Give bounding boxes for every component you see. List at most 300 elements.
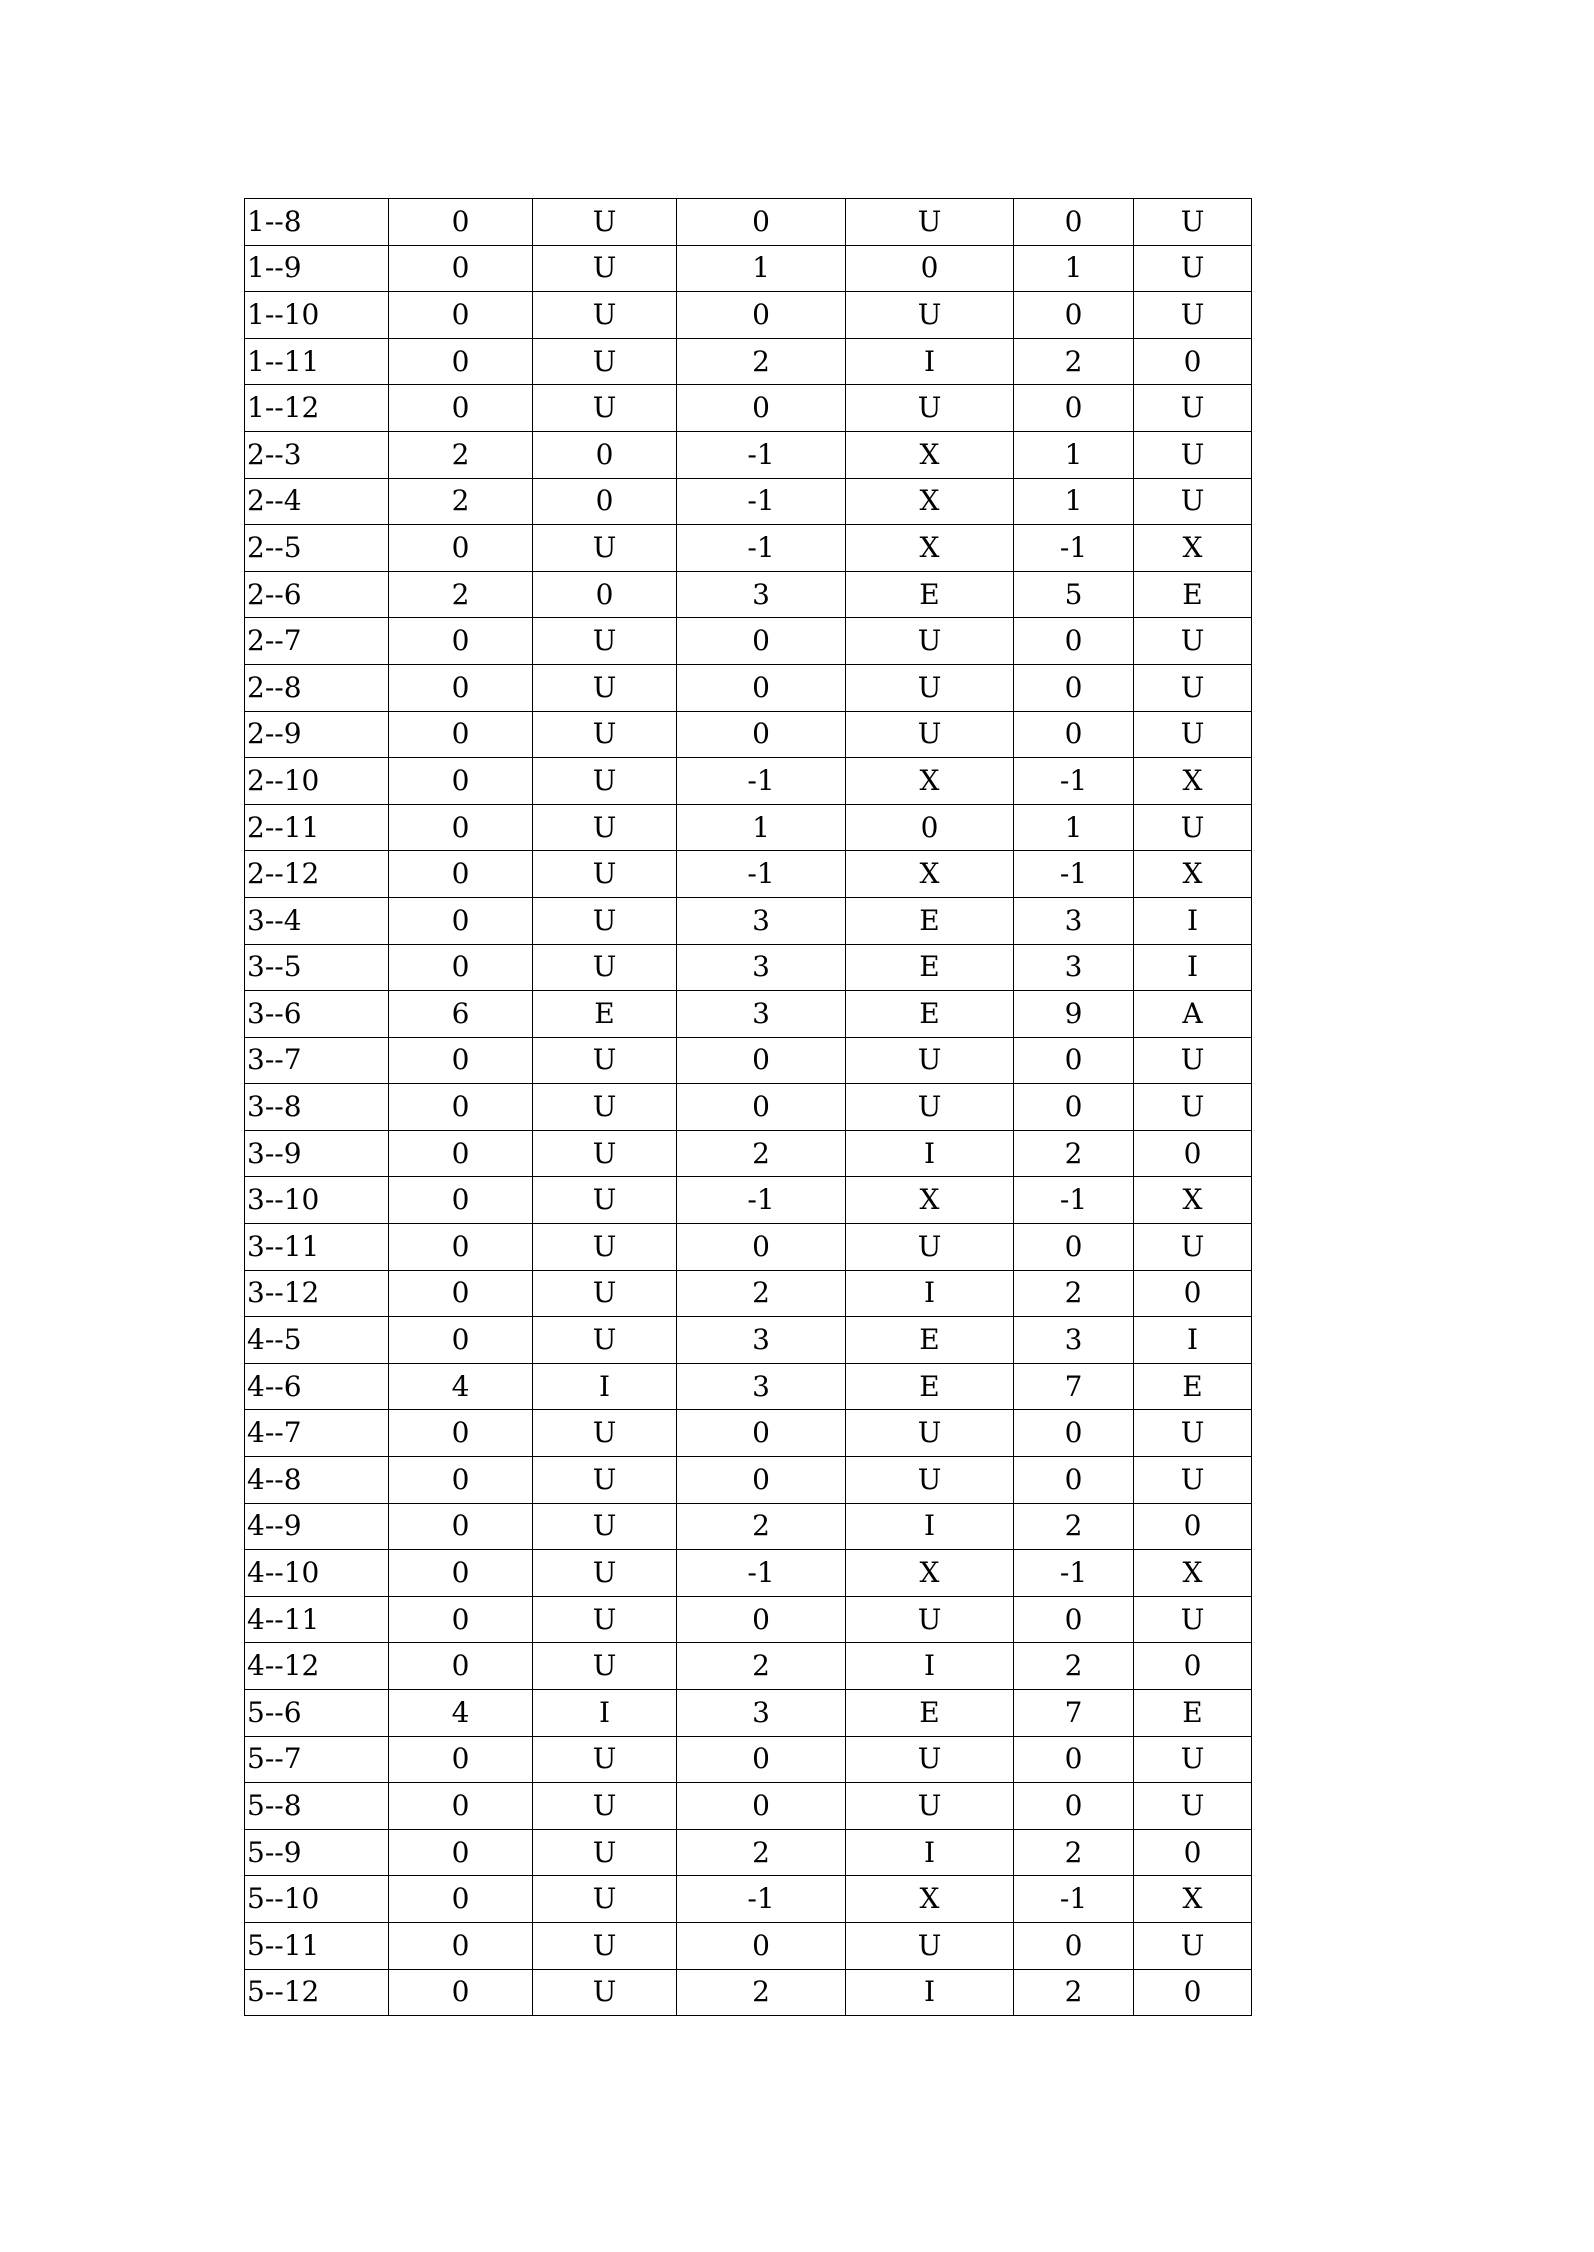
value-cell-total: -1 — [1014, 1876, 1134, 1923]
table-row — [245, 664, 1252, 711]
pair-cell: 3--12 — [245, 1270, 389, 1317]
value-cell-1: 0 — [389, 1224, 533, 1271]
grade-cell-total: E — [1134, 1690, 1252, 1737]
grade-cell-1: 0 — [533, 478, 677, 525]
pair-cell: 4--8 — [245, 1457, 389, 1504]
grade-cell-total: U — [1134, 1457, 1252, 1504]
value-cell-1: 0 — [389, 1317, 533, 1364]
table-row — [245, 991, 1252, 1038]
value-cell-total: -1 — [1014, 1177, 1134, 1224]
value-cell-1: 0 — [389, 1550, 533, 1597]
pair-cell: 5--6 — [245, 1690, 389, 1737]
grade-cell-total: I — [1134, 944, 1252, 991]
grade-cell-1: U — [533, 1503, 677, 1550]
table-row — [245, 1084, 1252, 1131]
grade-cell-1: U — [533, 1550, 677, 1597]
table-row — [245, 478, 1252, 525]
pair-cell: 3--6 — [245, 991, 389, 1038]
table-row — [245, 1643, 1252, 1690]
table-row — [245, 1177, 1252, 1224]
pair-cell: 5--12 — [245, 1969, 389, 2016]
pair-cell: 3--7 — [245, 1037, 389, 1084]
pair-cell: 1--9 — [245, 245, 389, 292]
table-row — [245, 944, 1252, 991]
value-cell-2: 2 — [677, 1643, 846, 1690]
value-cell-2: 0 — [677, 1457, 846, 1504]
value-cell-total: 0 — [1014, 711, 1134, 758]
value-cell-total: 0 — [1014, 618, 1134, 665]
grade-cell-2: U — [846, 618, 1014, 665]
grade-cell-total: A — [1134, 991, 1252, 1038]
grade-cell-2: U — [846, 1736, 1014, 1783]
value-cell-total: 2 — [1014, 1969, 1134, 2016]
value-cell-1: 2 — [389, 478, 533, 525]
value-cell-total: 2 — [1014, 1270, 1134, 1317]
value-cell-2: 0 — [677, 1783, 846, 1830]
pair-cell: 3--9 — [245, 1130, 389, 1177]
value-cell-1: 6 — [389, 991, 533, 1038]
value-cell-2: 3 — [677, 1317, 846, 1364]
value-cell-1: 0 — [389, 1270, 533, 1317]
grade-cell-1: I — [533, 1690, 677, 1737]
grade-cell-total: 0 — [1134, 1829, 1252, 1876]
grade-cell-2: U — [846, 199, 1014, 246]
value-cell-1: 0 — [389, 1177, 533, 1224]
grade-cell-2: U — [846, 1922, 1014, 1969]
value-cell-2: 2 — [677, 1130, 846, 1177]
table-row — [245, 758, 1252, 805]
grade-cell-2: U — [846, 292, 1014, 339]
value-cell-1: 0 — [389, 1969, 533, 2016]
grade-cell-2: E — [846, 1690, 1014, 1737]
grade-cell-1: I — [533, 1363, 677, 1410]
value-cell-total: 2 — [1014, 1643, 1134, 1690]
table-row — [245, 1783, 1252, 1830]
value-cell-total: 0 — [1014, 1224, 1134, 1271]
value-cell-total: 0 — [1014, 1736, 1134, 1783]
value-cell-total: 3 — [1014, 897, 1134, 944]
table-row — [245, 1270, 1252, 1317]
value-cell-1: 2 — [389, 431, 533, 478]
value-cell-1: 2 — [389, 571, 533, 618]
pair-cell: 2--3 — [245, 431, 389, 478]
table-body — [245, 199, 1252, 2016]
value-cell-total: 7 — [1014, 1363, 1134, 1410]
table-row — [245, 1410, 1252, 1457]
value-cell-2: -1 — [677, 1550, 846, 1597]
pair-cell: 4--5 — [245, 1317, 389, 1364]
grade-cell-1: U — [533, 944, 677, 991]
value-cell-2: 0 — [677, 711, 846, 758]
grade-cell-2: E — [846, 991, 1014, 1038]
grade-cell-1: U — [533, 1596, 677, 1643]
pair-cell: 2--5 — [245, 525, 389, 572]
value-cell-total: 0 — [1014, 1410, 1134, 1457]
grade-cell-1: U — [533, 1177, 677, 1224]
value-cell-2: 2 — [677, 1969, 846, 2016]
grade-cell-total: U — [1134, 1783, 1252, 1830]
grade-cell-1: U — [533, 245, 677, 292]
value-cell-total: -1 — [1014, 758, 1134, 805]
value-cell-total: 2 — [1014, 1130, 1134, 1177]
grade-cell-total: E — [1134, 571, 1252, 618]
table-row — [245, 1503, 1252, 1550]
grade-cell-total: X — [1134, 1876, 1252, 1923]
grade-cell-2: I — [846, 1503, 1014, 1550]
value-cell-total: 7 — [1014, 1690, 1134, 1737]
table-row — [245, 245, 1252, 292]
value-cell-2: 0 — [677, 1922, 846, 1969]
grade-cell-1: U — [533, 1317, 677, 1364]
grade-cell-1: U — [533, 1643, 677, 1690]
value-cell-1: 0 — [389, 1643, 533, 1690]
value-cell-1: 0 — [389, 338, 533, 385]
value-cell-total: 0 — [1014, 199, 1134, 246]
pair-cell: 3--5 — [245, 944, 389, 991]
pair-cell: 2--8 — [245, 664, 389, 711]
table-row — [245, 1690, 1252, 1737]
value-cell-1: 0 — [389, 1922, 533, 1969]
grade-cell-2: U — [846, 1783, 1014, 1830]
pair-cell: 1--8 — [245, 199, 389, 246]
pair-cell: 5--9 — [245, 1829, 389, 1876]
grade-cell-total: U — [1134, 478, 1252, 525]
value-cell-2: -1 — [677, 1876, 846, 1923]
value-cell-2: 0 — [677, 1596, 846, 1643]
value-cell-2: 2 — [677, 1829, 846, 1876]
table-row — [245, 711, 1252, 758]
value-cell-2: 0 — [677, 1037, 846, 1084]
grade-cell-2: U — [846, 1596, 1014, 1643]
value-cell-total: 0 — [1014, 1596, 1134, 1643]
value-cell-1: 0 — [389, 199, 533, 246]
grade-cell-total: U — [1134, 1596, 1252, 1643]
grade-cell-total: U — [1134, 711, 1252, 758]
grade-cell-2: X — [846, 1177, 1014, 1224]
grade-cell-2: E — [846, 1363, 1014, 1410]
grade-cell-1: U — [533, 1876, 677, 1923]
grade-cell-total: X — [1134, 758, 1252, 805]
table-row — [245, 1876, 1252, 1923]
grade-cell-2: X — [846, 758, 1014, 805]
grade-cell-2: I — [846, 338, 1014, 385]
grade-cell-total: 0 — [1134, 1643, 1252, 1690]
pair-cell: 5--8 — [245, 1783, 389, 1830]
grade-cell-2: U — [846, 1084, 1014, 1131]
grade-cell-2: U — [846, 385, 1014, 432]
grade-cell-2: E — [846, 1317, 1014, 1364]
value-cell-total: 1 — [1014, 431, 1134, 478]
grade-cell-1: U — [533, 1084, 677, 1131]
grade-cell-1: U — [533, 199, 677, 246]
value-cell-1: 0 — [389, 385, 533, 432]
grade-cell-1: U — [533, 1130, 677, 1177]
grade-cell-1: U — [533, 618, 677, 665]
grade-cell-total: U — [1134, 664, 1252, 711]
value-cell-total: -1 — [1014, 851, 1134, 898]
value-cell-2: 0 — [677, 292, 846, 339]
value-cell-1: 4 — [389, 1363, 533, 1410]
grade-cell-2: U — [846, 711, 1014, 758]
grade-cell-2: U — [846, 1410, 1014, 1457]
value-cell-1: 0 — [389, 292, 533, 339]
grade-cell-total: U — [1134, 292, 1252, 339]
pair-cell: 1--10 — [245, 292, 389, 339]
value-cell-1: 0 — [389, 1457, 533, 1504]
table-row — [245, 431, 1252, 478]
grade-cell-2: U — [846, 1037, 1014, 1084]
grade-cell-2: I — [846, 1969, 1014, 2016]
grade-cell-1: U — [533, 758, 677, 805]
grade-cell-1: U — [533, 711, 677, 758]
value-cell-total: 2 — [1014, 338, 1134, 385]
grade-cell-2: E — [846, 944, 1014, 991]
grade-cell-2: X — [846, 1550, 1014, 1597]
pair-cell: 2--10 — [245, 758, 389, 805]
value-cell-1: 0 — [389, 1130, 533, 1177]
grade-cell-total: X — [1134, 851, 1252, 898]
grade-cell-total: X — [1134, 1550, 1252, 1597]
value-cell-1: 0 — [389, 851, 533, 898]
pair-cell: 4--11 — [245, 1596, 389, 1643]
value-cell-2: 0 — [677, 385, 846, 432]
value-cell-2: 2 — [677, 1503, 846, 1550]
grade-cell-1: U — [533, 1457, 677, 1504]
grade-cell-1: U — [533, 897, 677, 944]
grade-cell-2: I — [846, 1643, 1014, 1690]
grade-cell-total: U — [1134, 245, 1252, 292]
value-cell-total: 1 — [1014, 804, 1134, 851]
value-cell-1: 0 — [389, 525, 533, 572]
table-row — [245, 1596, 1252, 1643]
grade-cell-2: E — [846, 571, 1014, 618]
value-cell-1: 0 — [389, 1503, 533, 1550]
grade-cell-1: E — [533, 991, 677, 1038]
grade-cell-2: X — [846, 525, 1014, 572]
grade-cell-total: U — [1134, 618, 1252, 665]
table-row — [245, 851, 1252, 898]
value-cell-2: 3 — [677, 1690, 846, 1737]
table-row — [245, 897, 1252, 944]
grade-cell-total: I — [1134, 1317, 1252, 1364]
value-cell-total: 2 — [1014, 1829, 1134, 1876]
table-row — [245, 1130, 1252, 1177]
table-row — [245, 292, 1252, 339]
pair-cell: 4--9 — [245, 1503, 389, 1550]
grade-cell-1: U — [533, 1037, 677, 1084]
grade-cell-1: U — [533, 525, 677, 572]
grade-cell-total: X — [1134, 525, 1252, 572]
table-row — [245, 804, 1252, 851]
table-row — [245, 1736, 1252, 1783]
grade-cell-total: U — [1134, 199, 1252, 246]
value-cell-2: 0 — [677, 1410, 846, 1457]
grade-cell-total: U — [1134, 1084, 1252, 1131]
table-row — [245, 1457, 1252, 1504]
table-row — [245, 338, 1252, 385]
value-cell-2: 3 — [677, 1363, 846, 1410]
grade-cell-2: U — [846, 1224, 1014, 1271]
value-cell-1: 0 — [389, 1783, 533, 1830]
pair-cell: 2--9 — [245, 711, 389, 758]
grade-cell-2: X — [846, 431, 1014, 478]
table-row — [245, 1922, 1252, 1969]
value-cell-total: 0 — [1014, 1922, 1134, 1969]
table-row — [245, 1363, 1252, 1410]
value-cell-1: 0 — [389, 1084, 533, 1131]
grade-cell-1: U — [533, 1410, 677, 1457]
table-row — [245, 1550, 1252, 1597]
grade-cell-2: I — [846, 1270, 1014, 1317]
value-cell-total: 0 — [1014, 1084, 1134, 1131]
value-cell-1: 0 — [389, 944, 533, 991]
grade-cell-1: U — [533, 1270, 677, 1317]
value-cell-1: 0 — [389, 1876, 533, 1923]
value-cell-2: -1 — [677, 758, 846, 805]
grade-cell-1: U — [533, 1224, 677, 1271]
value-cell-total: 0 — [1014, 1457, 1134, 1504]
value-cell-total: 3 — [1014, 1317, 1134, 1364]
value-cell-1: 0 — [389, 711, 533, 758]
pair-cell: 4--6 — [245, 1363, 389, 1410]
grade-cell-2: X — [846, 851, 1014, 898]
grade-cell-1: U — [533, 1736, 677, 1783]
value-cell-total: 0 — [1014, 664, 1134, 711]
grade-cell-total: 0 — [1134, 1130, 1252, 1177]
value-cell-total: 1 — [1014, 245, 1134, 292]
value-cell-total: 0 — [1014, 1783, 1134, 1830]
value-cell-2: 3 — [677, 944, 846, 991]
pair-cell: 5--11 — [245, 1922, 389, 1969]
grade-cell-total: 0 — [1134, 1969, 1252, 2016]
grade-cell-total: U — [1134, 1410, 1252, 1457]
grade-cell-1: U — [533, 804, 677, 851]
value-cell-2: 2 — [677, 338, 846, 385]
value-cell-total: 9 — [1014, 991, 1134, 1038]
value-cell-2: 2 — [677, 1270, 846, 1317]
grade-cell-2: I — [846, 1829, 1014, 1876]
pair-cell: 2--7 — [245, 618, 389, 665]
value-cell-total: -1 — [1014, 1550, 1134, 1597]
grade-cell-total: U — [1134, 1224, 1252, 1271]
grade-cell-2: X — [846, 478, 1014, 525]
grade-cell-1: U — [533, 1783, 677, 1830]
grade-cell-total: 0 — [1134, 1270, 1252, 1317]
value-cell-2: 0 — [677, 1224, 846, 1271]
value-cell-2: 3 — [677, 571, 846, 618]
value-cell-2: 3 — [677, 991, 846, 1038]
grade-cell-2: 0 — [846, 245, 1014, 292]
value-cell-2: -1 — [677, 851, 846, 898]
grade-cell-1: U — [533, 664, 677, 711]
value-cell-2: 0 — [677, 1084, 846, 1131]
pair-cell: 1--11 — [245, 338, 389, 385]
pair-cell: 1--12 — [245, 385, 389, 432]
value-cell-2: -1 — [677, 431, 846, 478]
value-cell-2: 0 — [677, 664, 846, 711]
value-cell-total: 0 — [1014, 385, 1134, 432]
value-cell-total: 0 — [1014, 1037, 1134, 1084]
table-row — [245, 1037, 1252, 1084]
grade-cell-2: I — [846, 1130, 1014, 1177]
value-cell-total: -1 — [1014, 525, 1134, 572]
table-row — [245, 571, 1252, 618]
grade-cell-total: U — [1134, 1736, 1252, 1783]
grade-cell-total: U — [1134, 1037, 1252, 1084]
grade-cell-1: U — [533, 1922, 677, 1969]
table-row — [245, 385, 1252, 432]
value-cell-2: 0 — [677, 618, 846, 665]
value-cell-total: 2 — [1014, 1503, 1134, 1550]
pair-cell: 3--10 — [245, 1177, 389, 1224]
grade-cell-1: U — [533, 385, 677, 432]
table-row — [245, 1224, 1252, 1271]
value-cell-2: 1 — [677, 245, 846, 292]
value-cell-1: 4 — [389, 1690, 533, 1737]
grade-cell-2: 0 — [846, 804, 1014, 851]
pair-cell: 3--4 — [245, 897, 389, 944]
data-table — [244, 198, 1252, 2016]
pair-cell: 4--7 — [245, 1410, 389, 1457]
value-cell-1: 0 — [389, 1596, 533, 1643]
pair-cell: 2--6 — [245, 571, 389, 618]
grade-cell-1: U — [533, 292, 677, 339]
table-row — [245, 1829, 1252, 1876]
value-cell-1: 0 — [389, 1736, 533, 1783]
table-row — [245, 525, 1252, 572]
grade-cell-total: U — [1134, 1922, 1252, 1969]
value-cell-1: 0 — [389, 804, 533, 851]
grade-cell-total: 0 — [1134, 1503, 1252, 1550]
table-row — [245, 199, 1252, 246]
value-cell-1: 0 — [389, 1829, 533, 1876]
grade-cell-1: U — [533, 1829, 677, 1876]
grade-cell-1: U — [533, 338, 677, 385]
value-cell-total: 1 — [1014, 478, 1134, 525]
pair-cell: 5--7 — [245, 1736, 389, 1783]
value-cell-total: 0 — [1014, 292, 1134, 339]
value-cell-1: 0 — [389, 1410, 533, 1457]
value-cell-2: -1 — [677, 478, 846, 525]
value-cell-total: 5 — [1014, 571, 1134, 618]
table-row — [245, 618, 1252, 665]
grade-cell-1: U — [533, 1969, 677, 2016]
grade-cell-total: U — [1134, 804, 1252, 851]
pair-cell: 2--11 — [245, 804, 389, 851]
value-cell-1: 0 — [389, 664, 533, 711]
value-cell-2: 3 — [677, 897, 846, 944]
value-cell-2: 0 — [677, 199, 846, 246]
pair-cell: 2--4 — [245, 478, 389, 525]
value-cell-1: 0 — [389, 1037, 533, 1084]
grade-cell-total: 0 — [1134, 338, 1252, 385]
value-cell-2: 1 — [677, 804, 846, 851]
table-row — [245, 1317, 1252, 1364]
grade-cell-total: U — [1134, 385, 1252, 432]
pair-cell: 2--12 — [245, 851, 389, 898]
value-cell-1: 0 — [389, 758, 533, 805]
value-cell-1: 0 — [389, 245, 533, 292]
pair-cell: 4--12 — [245, 1643, 389, 1690]
pair-cell: 5--10 — [245, 1876, 389, 1923]
grade-cell-2: E — [846, 897, 1014, 944]
pair-cell: 4--10 — [245, 1550, 389, 1597]
value-cell-2: -1 — [677, 525, 846, 572]
pair-cell: 3--8 — [245, 1084, 389, 1131]
grade-cell-total: U — [1134, 431, 1252, 478]
value-cell-1: 0 — [389, 897, 533, 944]
value-cell-total: 3 — [1014, 944, 1134, 991]
